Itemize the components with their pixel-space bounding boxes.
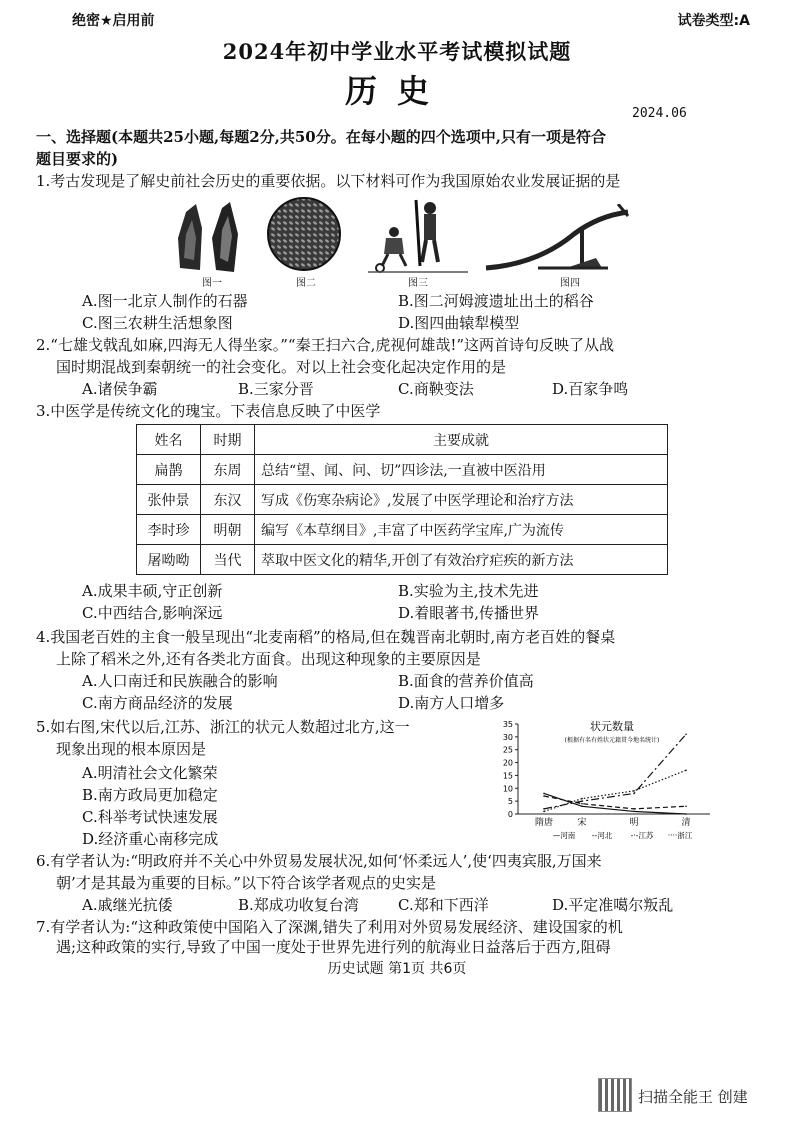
q1-option-b[interactable]: B.图二河姆渡遗址出土的稻谷	[398, 292, 594, 310]
data-point-河北	[543, 795, 545, 797]
cell-achievement: 总结“望、闻、问、切”四诊法,一直被中医沿用	[255, 455, 668, 485]
q3-stem: 3.中医学是传统文化的瑰宝。下表信息反映了中医学	[36, 402, 381, 420]
q2-option-a[interactable]: A.诸侯争霸	[82, 380, 158, 398]
data-point-浙江	[685, 769, 687, 771]
paper-type-label: 试卷类型:A	[677, 13, 750, 29]
cell-name: 李时珍	[137, 515, 201, 545]
q2-stem-line2: 国时期混战到秦朝统一的社会变化。对以上社会变化起决定作用的是	[56, 358, 507, 376]
q4-option-b[interactable]: B.面食的营养价值高	[398, 672, 534, 690]
q5-option-a[interactable]: A.明清社会文化繁荣	[82, 764, 218, 782]
q2-option-c[interactable]: C.商鞅变法	[398, 380, 474, 398]
legend-entry: -·-江苏	[630, 831, 654, 840]
y-tick-label: 5	[507, 797, 513, 807]
cell-achievement: 写成《伤寒杂病论》,发展了中医学理论和治疗方法	[255, 485, 668, 515]
q7-stem-line2: 遇;这种政策的实行,导致了中国一度处于世界先进行列的航海业日益落后于西方,阻碍	[56, 938, 611, 956]
scanner-logo-icon	[598, 1078, 632, 1112]
q5-option-d[interactable]: D.经济重心南移完成	[82, 830, 219, 848]
q6-option-a[interactable]: A.戚继光抗倭	[82, 896, 173, 914]
data-point-河南	[581, 805, 583, 807]
x-tick-label: 宋	[577, 818, 587, 828]
tcm-table	[136, 424, 668, 575]
q4-stem-line1: 4.我国老百姓的主食一般呈现出“北麦南稻”的格局,但在魏晋南北朝时,南方老百姓的餐桌	[36, 628, 616, 646]
q4-option-d[interactable]: D.南方人口增多	[398, 694, 505, 712]
q1-stem: 1.考古发现是了解史前社会历史的重要依据。以下材料可作为我国原始农业发展证据的是	[36, 172, 621, 190]
q6-option-c[interactable]: C.郑和下西洋	[398, 896, 489, 914]
q2-option-b[interactable]: B.三家分晋	[238, 380, 314, 398]
x-tick-label: 明	[629, 818, 639, 828]
cell-period: 明朝	[201, 515, 255, 545]
data-point-河南	[633, 811, 635, 813]
q4-option-c[interactable]: C.南方商品经济的发展	[82, 694, 233, 712]
cell-name: 扁鹊	[137, 455, 201, 485]
q3-option-b[interactable]: B.实验为主,技术先进	[398, 582, 539, 600]
data-point-河南	[543, 793, 545, 795]
chart-title: 状元数量	[590, 720, 634, 733]
data-point-江苏	[633, 793, 635, 795]
cell-period: 当代	[201, 545, 255, 575]
data-point-浙江	[633, 790, 635, 792]
stone-tools-image	[172, 198, 252, 278]
q5-stem-line2: 现象出现的根本原因是	[56, 740, 207, 758]
q1-caption-4: 图四	[560, 278, 580, 289]
page-footer: 历史试题 第1页 共6页	[327, 961, 467, 977]
q1-option-c[interactable]: C.图三农耕生活想象图	[82, 314, 233, 332]
q4-stem-line2: 上除了稻米之外,还有各类北方面食。出现这种现象的主要原因是	[56, 650, 481, 668]
data-point-江苏	[543, 808, 545, 810]
q1-caption-2: 图二	[296, 278, 316, 289]
q5-option-c[interactable]: C.科举考试快速发展	[82, 808, 218, 826]
table-row	[137, 515, 668, 545]
q2-stem-line1: 2.“七雄戈戟乱如麻,四海无人得坐家。”“秦王扫六合,虎视何雄哉!”这两首诗句反映了从战	[36, 336, 615, 354]
data-point-河北	[581, 803, 583, 805]
x-tick-label: 隋唐	[534, 818, 554, 828]
series-line-河北	[544, 796, 686, 809]
subject-title: 历史	[344, 72, 449, 110]
col-header-name: 姓名	[137, 425, 201, 455]
q6-option-b[interactable]: B.郑成功收复台湾	[238, 896, 359, 914]
data-point-河南	[685, 813, 687, 815]
table-row	[137, 545, 668, 575]
cell-name: 屠呦呦	[137, 545, 201, 575]
y-tick-label: 30	[502, 732, 513, 742]
data-point-浙江	[581, 798, 583, 800]
zhuangyuan-chart	[494, 716, 716, 840]
q3-option-d[interactable]: D.着眼著书,传播世界	[398, 604, 540, 622]
legend-entry: --河北	[591, 831, 613, 840]
data-point-江苏	[581, 800, 583, 802]
section-heading-line1: 一、选择题(本题共25小题,每题2分,共50分。在每小题的四个选项中,只有一项是符合	[36, 128, 606, 146]
series-line-江苏	[544, 734, 686, 809]
table-header-row	[137, 425, 668, 455]
q1-caption-1: 图一	[202, 278, 222, 289]
col-header-achievement: 主要成就	[255, 425, 668, 455]
y-tick-label: 15	[502, 771, 513, 781]
data-point-河北	[633, 808, 635, 810]
curved-plough-image	[478, 204, 634, 274]
q1-option-d[interactable]: D.图四曲辕犁模型	[398, 314, 520, 332]
y-tick-label: 35	[502, 720, 513, 729]
scanner-watermark: 扫描全能王 创建	[638, 1088, 748, 1106]
q7-stem-line1: 7.有学者认为:“这种政策使中国陷入了深渊,错失了利用对外贸易发展经济、建设国家的机	[36, 918, 623, 936]
y-tick-label: 20	[502, 758, 513, 768]
q2-option-d[interactable]: D.百家争鸣	[552, 380, 629, 398]
rice-grains-image	[264, 196, 344, 276]
y-tick-label: 10	[502, 784, 513, 794]
q6-stem-line1: 6.有学者认为:“明政府并不关心中外贸易发展状况,如何‘怀柔远人’,使‘四夷宾服,万国来	[36, 852, 602, 870]
q6-stem-line2: 朝’才是其最为重要的目标。”以下符合该学者观点的史实是	[56, 874, 436, 892]
data-point-河北	[685, 805, 687, 807]
chart-subtitle: (根据有名有姓状元籍贯今地名统计)	[564, 737, 660, 744]
section-heading-line2: 题目要求的)	[36, 150, 119, 168]
x-tick-label: 清	[681, 818, 691, 828]
q6-option-d[interactable]: D.平定准噶尔叛乱	[552, 896, 674, 914]
q4-option-a[interactable]: A.人口南迁和民族融合的影响	[82, 672, 278, 690]
y-tick-label: 25	[502, 745, 513, 755]
exam-date: 2024.06	[632, 106, 687, 121]
cell-achievement: 编写《本草纲目》,丰富了中医药学宝库,广为流传	[255, 515, 668, 545]
series-line-河南	[544, 793, 686, 814]
table-row	[137, 485, 668, 515]
col-header-period: 时期	[201, 425, 255, 455]
legend-entry: —河南	[552, 831, 576, 840]
legend-entry: ····浙江	[667, 831, 693, 840]
farming-scene-image	[368, 196, 468, 276]
cell-achievement: 萃取中医文化的精华,开创了有效治疗疟疾的新方法	[255, 545, 668, 575]
data-point-江苏	[685, 733, 687, 735]
data-point-浙江	[543, 811, 545, 813]
cell-period: 东周	[201, 455, 255, 485]
cell-period: 东汉	[201, 485, 255, 515]
q1-caption-3: 图三	[408, 278, 428, 289]
q3-option-c[interactable]: C.中西结合,影响深远	[82, 604, 223, 622]
cell-name: 张仲景	[137, 485, 201, 515]
y-tick-label: 0	[507, 810, 513, 819]
confidential-label: 绝密★启用前	[72, 13, 155, 29]
series-line-浙江	[544, 770, 686, 811]
q5-option-b[interactable]: B.南方政局更加稳定	[82, 786, 218, 804]
q1-option-a[interactable]: A.图一北京人制作的石器	[82, 292, 248, 310]
q5-stem-line1: 5.如右图,宋代以后,江苏、浙江的状元人数超过北方,这一	[36, 718, 410, 736]
table-row	[137, 455, 668, 485]
q3-option-a[interactable]: A.成果丰硕,守正创新	[82, 582, 223, 600]
exam-title: 2024年初中学业水平考试模拟试题	[222, 39, 572, 64]
